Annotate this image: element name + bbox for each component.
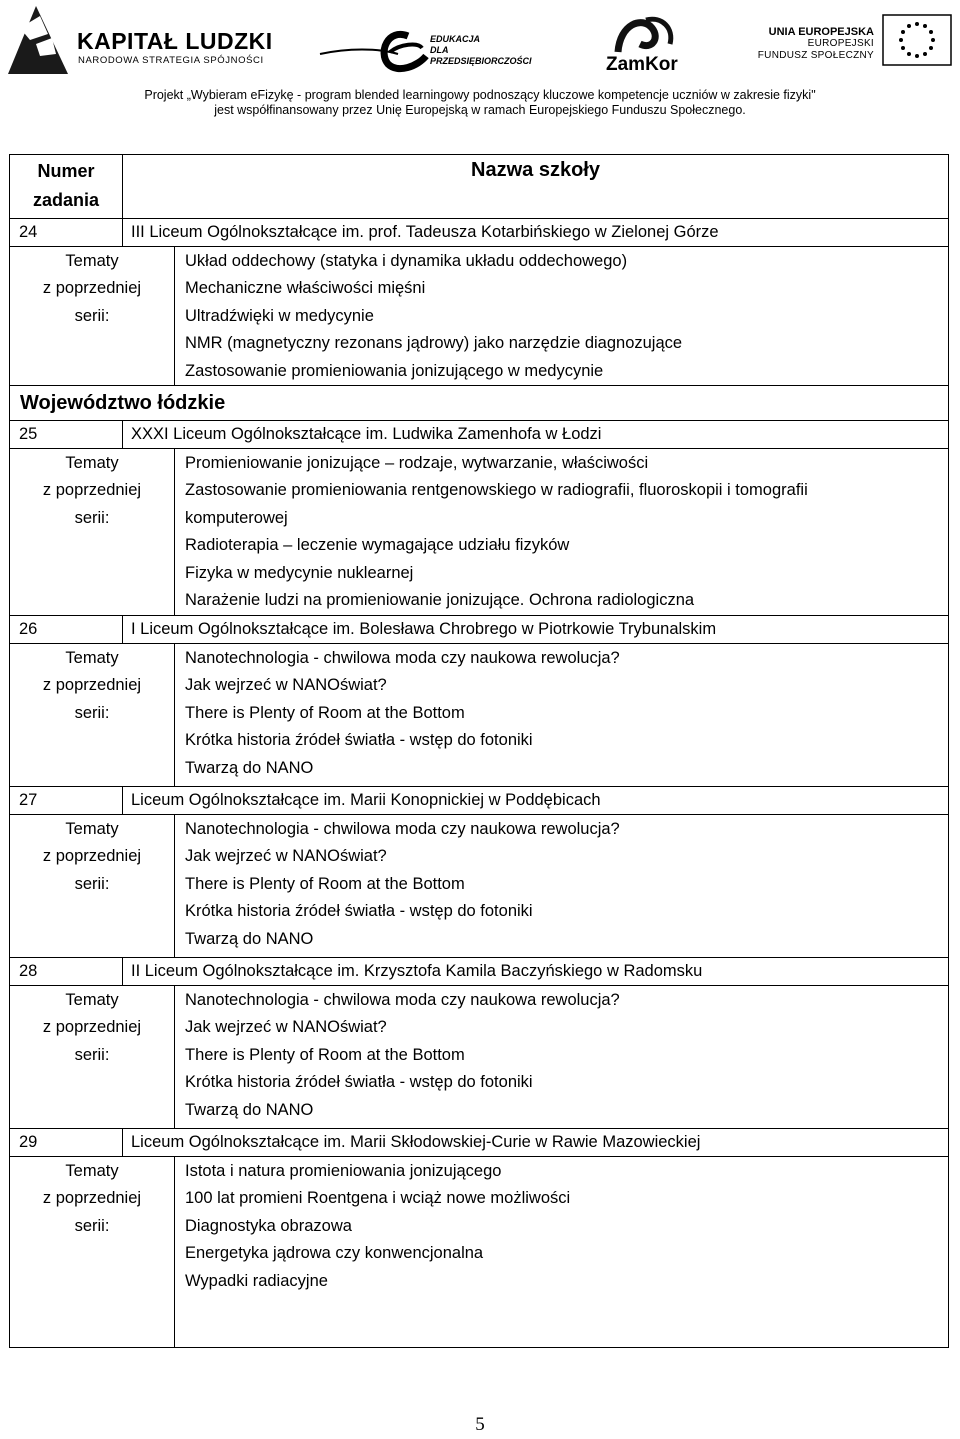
task-number: 26 bbox=[10, 616, 123, 644]
topic-item: Istota i natura promieniowania jonizującego bbox=[185, 1162, 502, 1181]
topic-item: Promieniowanie jonizujące – rodzaje, wytwarzanie, właściwości bbox=[185, 454, 649, 473]
topic-item: Krótka historia źródeł światła - wstęp do fotoniki bbox=[185, 902, 533, 921]
topic-item: Nanotechnologia - chwilowa moda czy naukowa rewolucja? bbox=[185, 820, 620, 839]
schools-table bbox=[9, 154, 949, 1348]
label-line: Tematy bbox=[65, 1162, 119, 1181]
school-row bbox=[10, 421, 949, 449]
topic-item: Diagnostyka obrazowa bbox=[185, 1216, 352, 1235]
eu-flag-icon bbox=[882, 14, 952, 66]
topic-item: Nanotechnologia - chwilowa moda czy naukowa rewolucja? bbox=[185, 991, 620, 1010]
topics-label bbox=[10, 1157, 175, 1348]
school-name: Liceum Ogólnokształcące im. Marii Skłodowskiej-Curie w Rawie Mazowieckiej bbox=[123, 1129, 949, 1157]
topics-list bbox=[175, 986, 949, 1129]
project-line: jest współfinansowany przez Unię Europejską w ramach Europejskiego Funduszu Społecznego. bbox=[214, 103, 746, 117]
topic-item: Twarzą do NANO bbox=[185, 1100, 314, 1119]
label-line: z poprzedniej bbox=[42, 676, 142, 695]
region-heading: Województwo łódzkie bbox=[10, 386, 949, 421]
task-number: 24 bbox=[10, 219, 123, 247]
project-line: Projekt „Wybieram eFizykę - program blended learningowy podnoszący kluczowe kompetencje uczniów w zakresie fizyki" bbox=[144, 88, 816, 102]
topic-item: Radioterapia – leczenie wymagające udziału fizyków bbox=[185, 536, 570, 555]
topics-row bbox=[10, 644, 949, 787]
topic-item: Ultradźwięki w medycynie bbox=[185, 306, 374, 325]
school-name: XXXI Liceum Ogólnokształcące im. Ludwika Zamenhofa w Łodzi bbox=[123, 421, 949, 449]
topic-item: There is Plenty of Room at the Bottom bbox=[185, 1045, 465, 1064]
label-line: z poprzedniej bbox=[42, 481, 142, 500]
topic-item: komputerowej bbox=[185, 508, 288, 527]
label-line: serii: bbox=[74, 874, 110, 893]
topic-item: Nanotechnologia - chwilowa moda czy naukowa rewolucja? bbox=[185, 649, 620, 668]
edukacja-line: DLA bbox=[430, 45, 449, 55]
topic-item: Krótka historia źródeł światła - wstęp do fotoniki bbox=[185, 731, 533, 750]
page-number: 5 bbox=[475, 1414, 485, 1435]
kapital-ludzki-title: KAPITAŁ LUDZKI bbox=[77, 28, 273, 54]
topics-row bbox=[10, 1157, 949, 1348]
topics-row bbox=[10, 449, 949, 616]
school-name: II Liceum Ogólnokształcące im. Krzysztofa Kamila Baczyńskiego w Radomsku bbox=[123, 958, 949, 986]
topics-label bbox=[10, 247, 175, 386]
edukacja-line: PRZEDSIĘBIORCZOŚCI bbox=[430, 56, 532, 66]
task-number: 29 bbox=[10, 1129, 123, 1157]
header-line: Numer bbox=[37, 161, 95, 181]
logo-bar bbox=[0, 0, 960, 128]
number-column-header bbox=[10, 155, 123, 219]
topic-item: Fizyka w medycynie nuklearnej bbox=[185, 563, 414, 582]
label-line: serii: bbox=[74, 703, 110, 722]
topic-item: Zastosowanie promieniowania rentgenowskiego w radiografii, fluoroskopii i tomografii bbox=[185, 481, 808, 500]
topics-list bbox=[175, 449, 949, 616]
ue-line: FUNDUSZ SPOŁECZNY bbox=[757, 50, 874, 61]
topic-item: Mechaniczne właściwości mięśni bbox=[185, 279, 426, 298]
topic-item: There is Plenty of Room at the Bottom bbox=[185, 874, 465, 893]
label-line: Tematy bbox=[65, 649, 119, 668]
ue-line: EUROPEJSKI bbox=[807, 38, 874, 49]
topic-item: Jak wejrzeć w NANOświat? bbox=[185, 847, 387, 866]
label-line: serii: bbox=[74, 1045, 110, 1064]
school-row bbox=[10, 219, 949, 247]
school-name: III Liceum Ogólnokształcące im. prof. Tadeusza Kotarbińskiego w Zielonej Górze bbox=[123, 219, 949, 247]
topics-label bbox=[10, 815, 175, 958]
zamkor-logo-icon bbox=[612, 14, 678, 54]
label-line: z poprzedniej bbox=[42, 279, 142, 298]
topics-label bbox=[10, 449, 175, 616]
school-row bbox=[10, 616, 949, 644]
topics-row bbox=[10, 815, 949, 958]
header-line: zadania bbox=[32, 190, 100, 210]
topics-row bbox=[10, 247, 949, 386]
label-line: serii: bbox=[74, 306, 110, 325]
topic-item: Zastosowanie promieniowania jonizującego w medycynie bbox=[185, 361, 604, 380]
topic-item: Wypadki radiacyjne bbox=[185, 1271, 328, 1290]
label-line: serii: bbox=[74, 508, 110, 527]
label-line: Tematy bbox=[65, 252, 119, 270]
label-line: z poprzedniej bbox=[42, 847, 142, 866]
label-line: serii: bbox=[74, 1216, 110, 1235]
topic-item: Narażenie ludzi na promieniowanie jonizujące. Ochrona radiologiczna bbox=[185, 591, 695, 610]
topic-item: Twarzą do NANO bbox=[185, 758, 314, 777]
school-row bbox=[10, 1129, 949, 1157]
edukacja-line: EDUKACJA bbox=[430, 34, 481, 44]
label-line: Tematy bbox=[65, 991, 119, 1010]
edukacja-logo-icon bbox=[318, 18, 433, 78]
school-name: Liceum Ogólnokształcące im. Marii Konopnickiej w Poddębicach bbox=[123, 787, 949, 815]
topic-item: Jak wejrzeć w NANOświat? bbox=[185, 676, 387, 695]
school-row bbox=[10, 787, 949, 815]
topics-label bbox=[10, 986, 175, 1129]
label-line: z poprzedniej bbox=[42, 1018, 142, 1037]
school-name: I Liceum Ogólnokształcące im. Bolesława Chrobrego w Piotrkowie Trybunalskim bbox=[123, 616, 949, 644]
topic-item: 100 lat promieni Roentgena i wciąż nowe możliwości bbox=[185, 1189, 571, 1208]
zamkor-text: ZamKor bbox=[606, 54, 678, 75]
topics-list bbox=[175, 644, 949, 787]
topic-item: There is Plenty of Room at the Bottom bbox=[185, 703, 465, 722]
label-line: Tematy bbox=[65, 454, 119, 473]
edukacja-text bbox=[430, 34, 532, 67]
topic-item: Krótka historia źródeł światła - wstęp do fotoniki bbox=[185, 1073, 533, 1092]
task-number: 25 bbox=[10, 421, 123, 449]
ue-line: UNIA EUROPEJSKA bbox=[768, 26, 874, 38]
ue-text bbox=[740, 26, 874, 62]
task-number: 27 bbox=[10, 787, 123, 815]
topic-item: Twarzą do NANO bbox=[185, 929, 314, 948]
topics-list bbox=[175, 247, 949, 386]
table-header-row bbox=[10, 155, 949, 219]
topics-list bbox=[175, 815, 949, 958]
kapital-ludzki-logo-icon bbox=[6, 4, 68, 74]
label-line: Tematy bbox=[65, 820, 119, 839]
topic-item: Energetyka jądrowa czy konwencjonalna bbox=[185, 1244, 484, 1263]
school-column-header: Nazwa szkoły bbox=[123, 155, 949, 219]
region-row bbox=[10, 386, 949, 421]
task-number: 28 bbox=[10, 958, 123, 986]
label-line: z poprzedniej bbox=[42, 1189, 142, 1208]
topics-list bbox=[175, 1157, 949, 1348]
topic-item: NMR (magnetyczny rezonans jądrowy) jako narzędzie diagnozujące bbox=[185, 334, 683, 353]
topic-item: Układ oddechowy (statyka i dynamika układu oddechowego) bbox=[185, 252, 628, 270]
topic-item: Jak wejrzeć w NANOświat? bbox=[185, 1018, 387, 1037]
topics-label bbox=[10, 644, 175, 787]
topics-row bbox=[10, 986, 949, 1129]
school-row bbox=[10, 958, 949, 986]
kapital-ludzki-subtitle: NARODOWA STRATEGIA SPÓJNOŚCI bbox=[78, 55, 264, 66]
